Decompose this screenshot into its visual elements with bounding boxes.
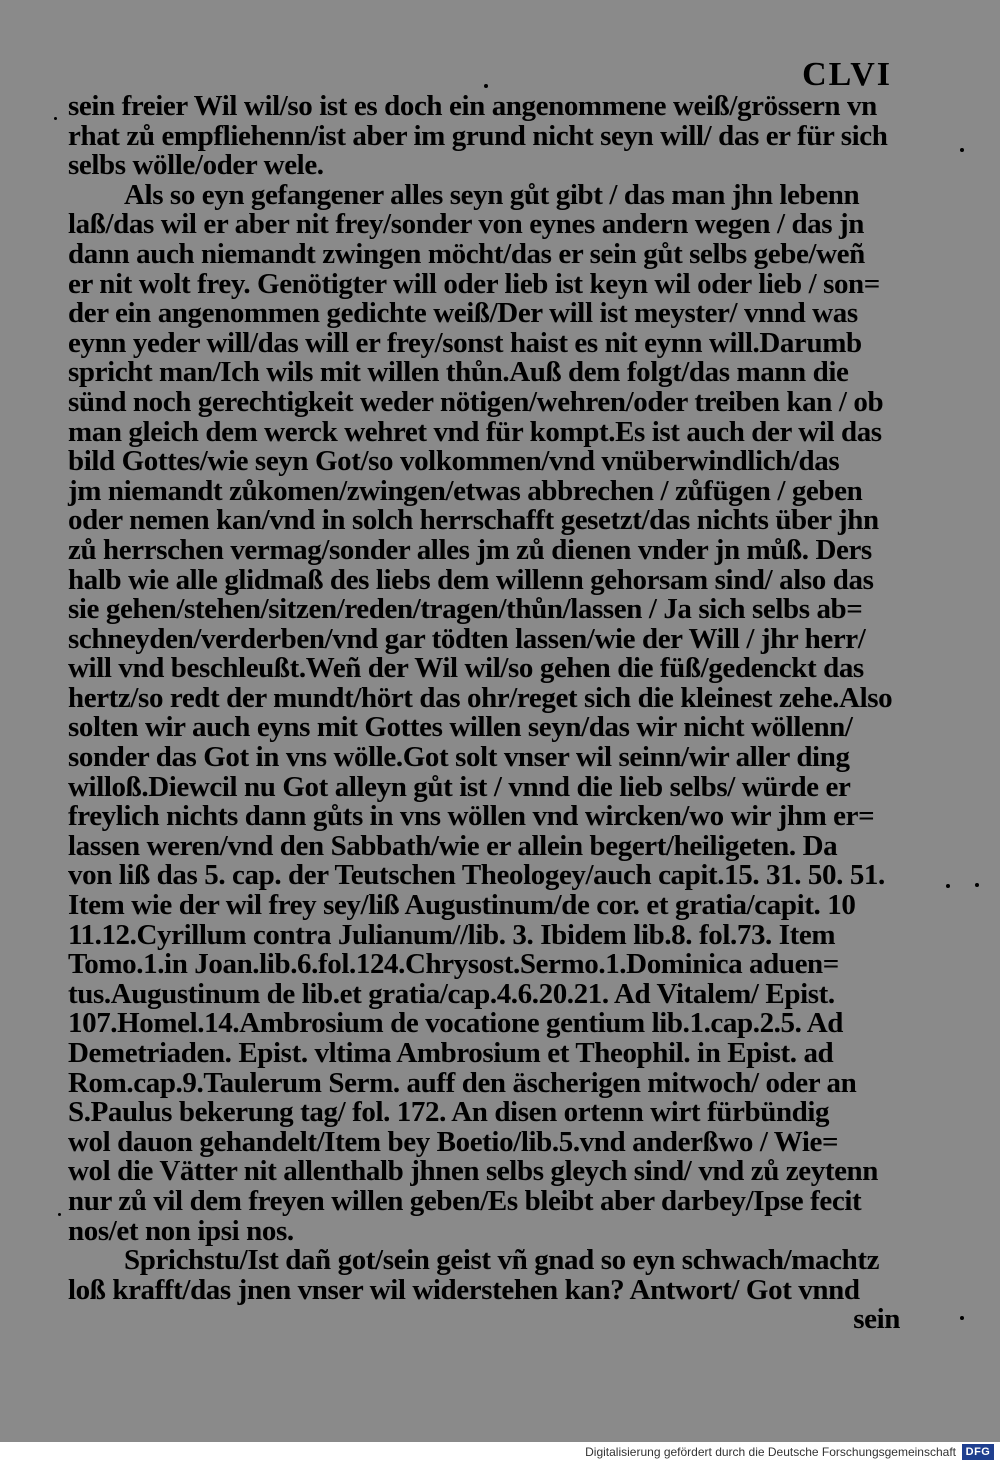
- ink-speck: [54, 117, 57, 120]
- text-line: 11.12.Cyrillum contra Julianum//lib. 3. Ibidem lib.8. fol.73. Item: [68, 918, 836, 951]
- text-line: Demetriaden. Epist. vltima Ambrosium et Theophil. in Epist. ad: [68, 1037, 834, 1069]
- text-line: von liß das 5. cap. der Teutschen Theologey/auch capit.15. 31. 50. 51.: [68, 859, 885, 892]
- text-line: will vnd beschleußt.Weñ der Wil wil/so gehen die füß/gedenckt das: [68, 652, 864, 685]
- catchword: sein: [853, 1303, 900, 1336]
- folio-number: CLVI: [802, 56, 892, 93]
- text-line: sein freier Wil wil/so ist es doch ein angenommene weiß/grössern vn: [68, 90, 877, 122]
- text-line: nur zů vil dem freyen willen geben/Es bleibt aber darbey/Ipse fecit: [68, 1184, 862, 1217]
- ink-speck: [960, 1316, 964, 1320]
- text-line: zů herrschen vermag/sonder alles jm zů dienen vnder jn můß. Ders: [68, 533, 872, 566]
- text-line: er nit wolt frey. Genötigter will oder lieb ist keyn wil oder lieb / son=: [68, 267, 880, 300]
- text-line: sünd noch gerechtigkeit weder nötigen/wehren/oder treiben kan / ob: [68, 385, 884, 418]
- text-line: Tomo.1.in Joan.lib.6.fol.124.Chrysost.Sermo.1.Dominica aduen=: [68, 948, 839, 981]
- text-line: der ein angenommen gedichte weiß/Der will ist meyster/ vnnd was: [68, 297, 858, 330]
- text-line: schneyden/verderben/vnd gar tödten lassen/wie der Will / jhr herr/: [68, 622, 866, 655]
- text-line: wol dauon gehandelt/Item bey Boetio/lib.5.vnd anderßwo / Wie=: [68, 1125, 839, 1158]
- text-line: solten wir auch eyns mit Gottes willen seyn/das wir nicht wöllenn/: [68, 711, 853, 744]
- text-line: man gleich dem werck wehret vnd für kompt.Es ist auch der wil das: [68, 415, 882, 448]
- text-line: Als so eyn gefangener alles seyn gůt gibt / das man jhn lebenn: [124, 178, 860, 211]
- text-line: loß krafft/das jnen vnser wil widerstehen kan? Antwort/ Got vnnd: [68, 1273, 860, 1306]
- text-line: sonder das Got in vns wölle.Got solt vnser wil seinn/wir aller ding: [68, 741, 850, 774]
- text-line: halb wie alle glidmaß des liebs dem willenn gehorsam sind/ also das: [68, 563, 874, 596]
- text-line: freylich nichts dann gůts in vns wöllen vnd wircken/wo wir jhm er=: [68, 800, 875, 833]
- dfg-logo: DFG: [962, 1444, 994, 1460]
- text-line: tus.Augustinum de lib.et gratia/cap.4.6.20.21. Ad Vitalem/ Epist.: [68, 977, 835, 1010]
- text-line: nos/et non ipsi nos.: [68, 1214, 294, 1247]
- text-line: wol die Vätter nit allenthalb jhnen selbs gleych sind/ vnd zů zeytenn: [68, 1155, 879, 1188]
- text-line: 107.Homel.14.Ambrosium de vocatione gentium lib.1.cap.2.5. Ad: [68, 1007, 843, 1040]
- text-line: willoß.Diewcil nu Got alleyn gůt ist / vnnd die lieb selbs/ würde er: [68, 770, 851, 803]
- text-line: lassen weren/vnd den Sabbath/wie er allein begert/heiligeten. Da: [68, 829, 838, 862]
- text-line: bild Gottes/wie seyn Got/so volkommen/vnd vnüberwindlich/das: [68, 445, 840, 478]
- text-line: hertz/so redt der mundt/hört das ohr/reget sich die kleinest zehe.Also: [68, 681, 893, 714]
- ink-speck: [484, 84, 488, 88]
- text-line: Rom.cap.9.Taulerum Serm. auff den äscherigen mitwoch/ oder an: [68, 1066, 857, 1099]
- ink-speck: [975, 883, 979, 887]
- text-line: rhat zů empfliehenn/ist aber im grund nicht seyn will/ das er für sich: [68, 119, 888, 152]
- text-line: laß/das wil er aber nit frey/sonder von eynes andern wegen / das jn: [68, 208, 865, 241]
- text-line: selbs wölle/oder wele.: [68, 149, 324, 182]
- text-line: spricht man/Ich wils mit willen thůn.Auß dem folgt/das mann die: [68, 356, 849, 389]
- ink-speck: [960, 148, 964, 152]
- ink-speck: [58, 1213, 61, 1216]
- body-text: [68, 92, 908, 1335]
- text-line: dann auch niemandt zwingen möcht/das er sein gůt selbs gebe/weñ: [68, 237, 865, 270]
- funding-credit: Digitalisierung gefördert durch die Deutsche Forschungsgemeinschaft: [585, 1445, 956, 1459]
- text-line: Sprichstu/Ist dañ got/sein geist vñ gnad so eyn schwach/machtz: [124, 1244, 880, 1277]
- text-line: sie gehen/stehen/sitzen/reden/tragen/thůn/lassen / Ja sich selbs ab=: [68, 593, 863, 626]
- ink-speck: [946, 884, 950, 888]
- text-line: eynn yeder will/das will er frey/sonst haist es nit eynn will.Darumb: [68, 326, 862, 359]
- text-line: oder nemen kan/vnd in solch herrschafft gesetzt/das nichts über jhn: [68, 504, 879, 537]
- text-line: jm niemandt zůkomen/zwingen/etwas abbrechen / zůfügen / geben: [68, 474, 863, 507]
- text-line: S.Paulus bekerung tag/ fol. 172. An disen ortenn wirt fürbündig: [68, 1096, 830, 1129]
- text-line: Item wie der wil frey sey/liß Augustinum/de cor. et gratia/capit. 10: [68, 889, 856, 922]
- digitization-footer: [0, 1442, 1000, 1464]
